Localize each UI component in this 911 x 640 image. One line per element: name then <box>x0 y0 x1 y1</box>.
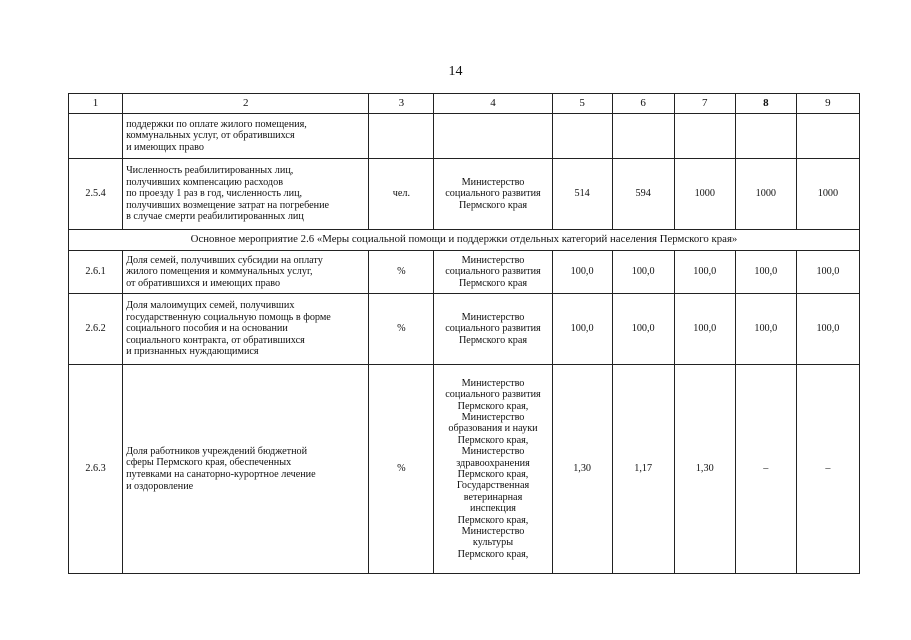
responsible-text: Министерство социального развития Пермского края <box>445 254 541 289</box>
row-value-6: 100,0 <box>612 251 674 294</box>
table-row <box>69 294 860 365</box>
row-value-8: – <box>735 365 796 574</box>
row-value-8: 100,0 <box>735 251 796 294</box>
row-value-6: 594 <box>612 159 674 230</box>
header-col-2: 2 <box>123 94 369 114</box>
responsible-text: Министерство социального развития Пермского края, Министерство образования и науки Пермского края, Министерство здравоохранения Пермского края, Государственная ветеринарная инспекция Пермского края, Министерство культуры Пермского края, <box>445 377 541 560</box>
header-col-6: 6 <box>612 94 674 114</box>
row-value-5: 100,0 <box>552 294 612 365</box>
row-code: 2.6.3 <box>69 365 123 574</box>
row-responsible <box>434 365 552 574</box>
responsible-text: Министерство социального развития Пермского края <box>445 176 541 211</box>
row-responsible <box>434 294 552 365</box>
row-value-5: 100,0 <box>552 251 612 294</box>
header-col-8: 8 <box>735 94 796 114</box>
row-value-9: 100,0 <box>796 251 859 294</box>
header-col-9: 9 <box>796 94 859 114</box>
indicator-text: Численность реабилитированных лиц, получивших компенсацию расходов по проезду 1 раз в год, численность лиц, получивших возмещение затрат на погребение в случае смерти реабилитированных лиц <box>126 165 330 223</box>
responsible-text: Министерство социального развития Пермского края <box>445 311 541 346</box>
header-col-3: 3 <box>369 94 434 114</box>
row-code <box>69 114 123 159</box>
header-col-1: 1 <box>69 94 123 114</box>
row-responsible <box>434 251 552 294</box>
row-value-6 <box>612 114 674 159</box>
row-unit: % <box>369 294 434 365</box>
row-indicator <box>123 159 369 230</box>
indicator-text: поддержки по оплате жилого помещения, коммунальных услуг, от обратившихся и имеющих право <box>126 118 307 153</box>
section-title: Основное мероприятие 2.6 «Меры социальной помощи и поддержки отдельных категорий населения Пермского края» <box>69 230 860 251</box>
section-row <box>69 230 860 251</box>
page-number: 14 <box>448 64 463 79</box>
row-unit: % <box>369 251 434 294</box>
header-col-4: 4 <box>434 94 552 114</box>
row-unit: чел. <box>369 159 434 230</box>
row-value-7 <box>674 114 735 159</box>
table-row <box>69 365 860 574</box>
row-indicator <box>123 294 369 365</box>
row-value-9: 1000 <box>796 159 859 230</box>
row-code: 2.5.4 <box>69 159 123 230</box>
row-value-7: 1000 <box>674 159 735 230</box>
row-responsible <box>434 159 552 230</box>
indicator-text: Доля семей, получивших субсидии на оплату жилого помещения и коммунальных услуг, от обратившихся и имеющих право <box>126 254 323 289</box>
row-value-5 <box>552 114 612 159</box>
row-unit: % <box>369 365 434 574</box>
row-value-8 <box>735 114 796 159</box>
row-value-6: 1,17 <box>612 365 674 574</box>
row-value-9: – <box>796 365 859 574</box>
indicator-text: Доля малоимущих семей, получивших государственную социальную помощь в форме социального пособия и на основании социального контракта, от обратившихся и признанных нуждающимися <box>126 300 331 358</box>
row-value-7: 100,0 <box>674 251 735 294</box>
row-value-8: 100,0 <box>735 294 796 365</box>
table-row <box>69 251 860 294</box>
row-code: 2.6.2 <box>69 294 123 365</box>
table-row <box>69 114 860 159</box>
indicator-text: Доля работников учреждений бюджетной сферы Пермского края, обеспеченных путевками на санаторно-курортное лечение и оздоровление <box>126 445 316 492</box>
row-value-5: 1,30 <box>552 365 612 574</box>
row-value-8: 1000 <box>735 159 796 230</box>
row-value-6: 100,0 <box>612 294 674 365</box>
row-value-7: 1,30 <box>674 365 735 574</box>
row-value-9 <box>796 114 859 159</box>
header-col-7: 7 <box>674 94 735 114</box>
row-value-5: 514 <box>552 159 612 230</box>
row-indicator <box>123 365 369 574</box>
row-value-9: 100,0 <box>796 294 859 365</box>
row-value-7: 100,0 <box>674 294 735 365</box>
row-unit <box>369 114 434 159</box>
table-header-row <box>69 94 860 114</box>
indicators-table <box>68 93 860 574</box>
row-responsible <box>434 114 552 159</box>
row-indicator <box>123 251 369 294</box>
row-indicator <box>123 114 369 159</box>
row-code: 2.6.1 <box>69 251 123 294</box>
table-row <box>69 159 860 230</box>
header-col-5: 5 <box>552 94 612 114</box>
